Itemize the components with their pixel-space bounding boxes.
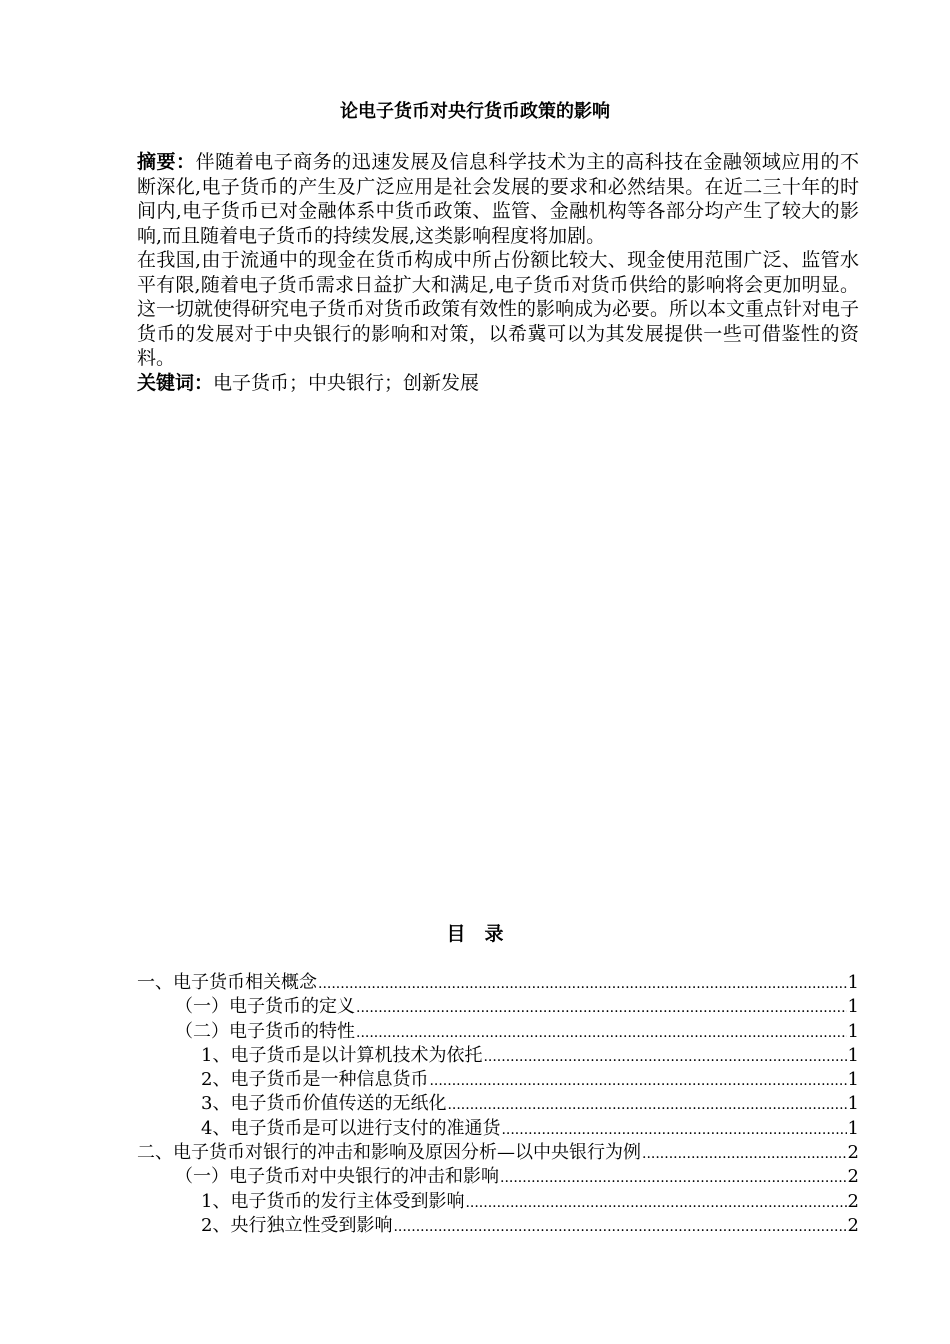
toc-page-number: 1	[847, 1044, 859, 1066]
toc-entry[interactable]	[137, 1117, 859, 1141]
toc-entry-text: （一）电子货币的定义	[175, 996, 355, 1018]
toc-entry-text: 3、电子货币价值传送的无纸化	[201, 1093, 447, 1115]
toc-entry[interactable]	[137, 995, 859, 1019]
toc-leader-dots	[465, 1191, 846, 1215]
toc-page-number: 1	[847, 1069, 859, 1091]
abstract-paragraph-2: 在我国,由于流通中的现金在货币构成中所占份额比较大、现金使用范围广泛、监管水平有限,随着电子货币需求日益扩大和满足,电子货币对货币供给的影响将会更加明显。这一切就使得研究电子货币对货币政策有效性的影响成为必要。所以本文重点针对电子货币的发展对于中央银行的影响和对策，以希冀可以为其发展提供一些可借鉴性的资料。	[137, 249, 860, 369]
abstract-section	[137, 150, 859, 395]
toc-page-number: 1	[847, 972, 859, 993]
keywords-label: 关键词：	[137, 371, 214, 394]
toc-page-number: 1	[847, 996, 859, 1018]
toc-entry-text: 1、电子货币的发行主体受到影响	[201, 1190, 465, 1212]
toc-leader-dots	[447, 1093, 846, 1117]
toc-entry[interactable]	[137, 1214, 859, 1238]
toc-entry[interactable]	[137, 1165, 859, 1189]
toc-entry-text: 2、电子货币是一种信息货币	[201, 1069, 429, 1091]
toc-entry-text: 1、电子货币是以计算机技术为依托	[201, 1044, 483, 1066]
toc-entry-text: 二、电子货币对银行的冲击和影响及原因分析—以中央银行为例	[137, 1142, 641, 1164]
toc-page-number: 1	[847, 1093, 859, 1115]
document-title: 论电子货币对央行货币政策的影响	[340, 101, 610, 122]
toc-entry[interactable]	[137, 1190, 859, 1214]
toc-page-number: 2	[847, 1214, 859, 1236]
abstract-text-1: 伴随着电子商务的迅速发展及信息科学技术为主的高科技在金融领域应用的不断深化,电子货币的产生及广泛应用是社会发展的要求和必然结果。在近二三十年的时间内,电子货币已对金融体系中货币政策、监管、金融机构等各部分均产生了较大的影响,而且随着电子货币的持续发展,这类影响程度将加剧。	[137, 151, 859, 247]
toc-entry[interactable]	[137, 1092, 859, 1116]
keywords-line	[137, 371, 859, 396]
toc-page-number: 2	[847, 1190, 859, 1212]
toc-leader-dots	[356, 1021, 847, 1045]
toc-title: 目 录	[446, 923, 504, 945]
toc-entry[interactable]	[137, 1141, 859, 1165]
toc-leader-dots	[318, 972, 847, 996]
toc-entry-text: 2、央行独立性受到影响	[201, 1214, 393, 1236]
abstract-paragraph-1	[137, 150, 859, 248]
toc-leader-dots	[393, 1215, 846, 1239]
toc-entry-text: （一）电子货币对中央银行的冲击和影响	[175, 1166, 499, 1188]
toc-page-number: 2	[847, 1142, 859, 1164]
toc-leader-dots	[356, 996, 847, 1020]
toc-entry-text: （二）电子货币的特性	[175, 1020, 355, 1042]
toc-entry-text: 4、电子货币是可以进行支付的准通货	[201, 1117, 501, 1139]
toc-leader-dots	[483, 1045, 846, 1069]
toc-page-number: 1	[847, 1020, 859, 1042]
abstract-label: 摘要：	[137, 151, 196, 173]
keywords-text: 电子货币；中央银行；创新发展	[213, 371, 480, 394]
toc-entry[interactable]	[137, 971, 859, 995]
toc-page-number: 1	[847, 1117, 859, 1139]
table-of-contents	[137, 971, 859, 1238]
toc-leader-dots	[429, 1069, 846, 1093]
toc-leader-dots	[642, 1142, 847, 1166]
toc-entry[interactable]	[137, 1020, 859, 1044]
toc-page-number: 2	[847, 1166, 859, 1188]
toc-entry-text: 一、电子货币相关概念	[137, 972, 317, 993]
toc-entry[interactable]	[137, 1068, 859, 1092]
toc-entry[interactable]	[137, 1044, 859, 1068]
toc-leader-dots	[500, 1166, 847, 1190]
toc-leader-dots	[501, 1118, 846, 1142]
